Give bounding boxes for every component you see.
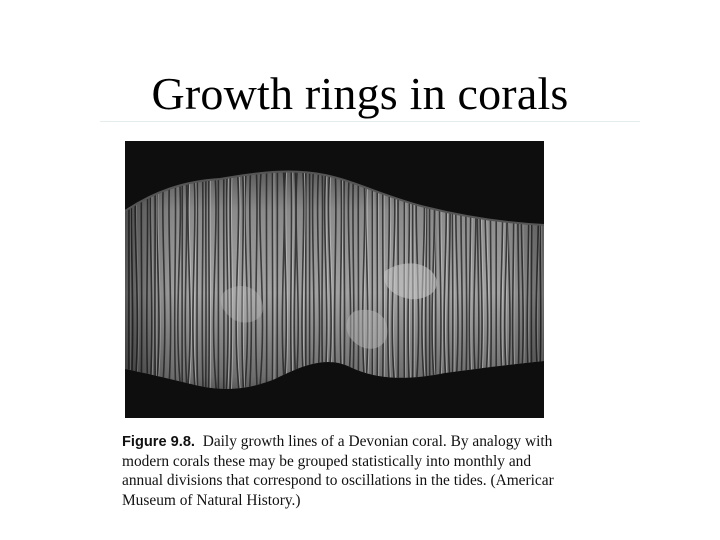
caption-line-4: Museum of Natural History.) [122, 491, 301, 509]
figure-label: Figure 9.8. [122, 434, 195, 450]
caption-line-2: modern corals these may be grouped statistically into monthly and [122, 452, 532, 470]
title-divider [100, 121, 640, 122]
figure-caption [122, 432, 682, 510]
caption-line-3: annual divisions that correspond to oscillations in the tides. (Americar [122, 472, 554, 489]
coral-fossil-photo [125, 141, 544, 418]
slide-title: Growth rings in corals [151, 68, 569, 119]
caption-text-1: Daily growth lines of a Devonian coral. By analogy with [202, 433, 553, 450]
caption-line-1 [122, 432, 682, 452]
